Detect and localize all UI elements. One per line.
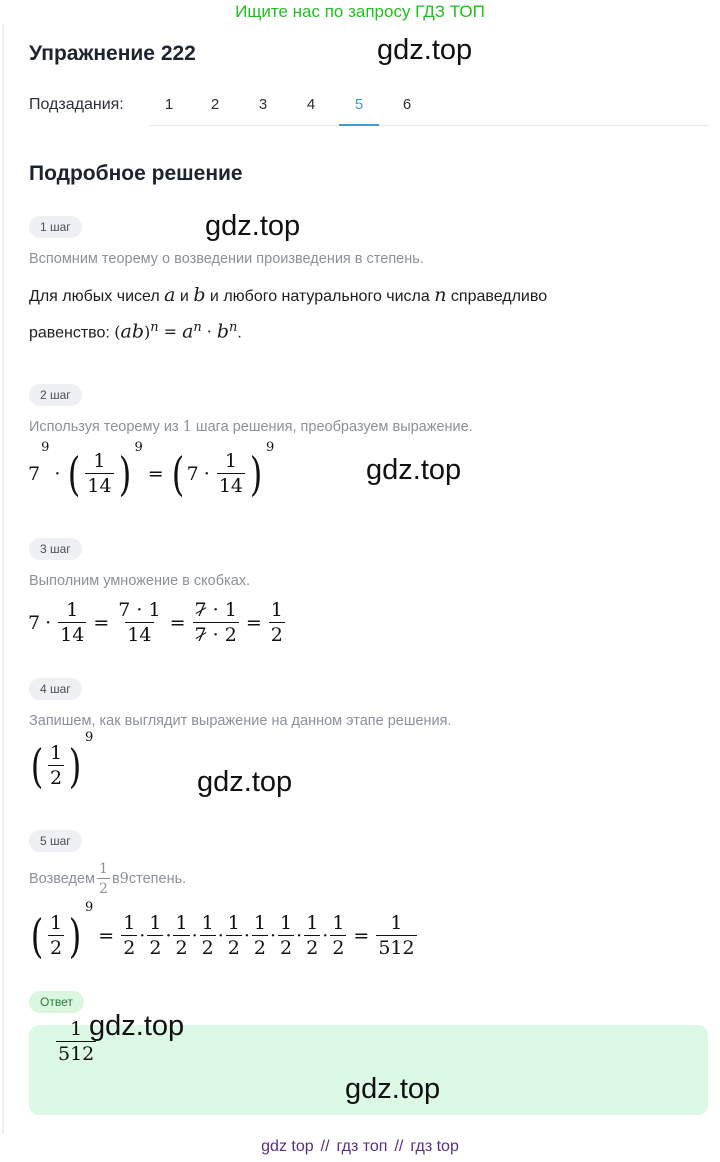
step-1-text-line1 xyxy=(29,284,547,306)
fraction xyxy=(226,914,242,958)
math-paren: ) xyxy=(249,447,263,501)
text: и любого натурального числа xyxy=(205,288,435,305)
denominator: 2 xyxy=(227,937,240,959)
fraction xyxy=(200,914,216,958)
tab-6[interactable]: 6 xyxy=(402,96,412,113)
numerator xyxy=(116,601,162,622)
math-dot: · xyxy=(54,463,61,485)
numerator: 1 xyxy=(332,912,345,934)
numerator: 1 xyxy=(390,912,403,934)
var-n: n xyxy=(434,284,447,306)
footer-link-1[interactable]: gdz top xyxy=(261,1138,314,1155)
text: Для любых чисел xyxy=(29,288,165,305)
math-eq: = xyxy=(169,612,186,634)
denominator: 14 xyxy=(87,475,112,497)
denominator: 14 xyxy=(60,624,85,646)
math-paren: ( xyxy=(114,322,121,342)
watermark: gdz.top xyxy=(197,766,293,798)
denominator: 2 xyxy=(123,937,136,959)
math-eq: = xyxy=(163,322,178,342)
numerator: 1 xyxy=(253,912,266,934)
math-dot: · xyxy=(206,322,212,342)
numerator: 1 xyxy=(175,912,188,934)
math-exp: 9 xyxy=(134,440,143,455)
denominator: 14 xyxy=(218,475,243,497)
math-eq: = xyxy=(93,612,110,634)
text: равенство: xyxy=(29,324,115,342)
fraction xyxy=(304,914,320,958)
math-dot: · xyxy=(322,925,329,947)
fraction xyxy=(217,452,245,496)
math-paren: ( xyxy=(68,447,81,501)
math-dot: · xyxy=(191,925,198,947)
subtask-tabs xyxy=(149,94,709,126)
cancelled-number: 7 xyxy=(194,599,207,621)
step-1-hint: Вспомним теорему о возведении произведения в степень. xyxy=(29,251,424,267)
math-dot: · xyxy=(203,463,210,485)
denominator: 2 xyxy=(253,937,266,959)
denominator: 2 xyxy=(97,878,110,896)
math-num: 1 xyxy=(224,599,237,621)
numerator: 1 xyxy=(70,1018,83,1040)
var-b: b xyxy=(193,284,206,306)
tab-5[interactable]: 5 xyxy=(339,94,379,126)
denominator: 2 xyxy=(270,624,283,646)
step-5-expression xyxy=(28,900,419,968)
math-dot: · xyxy=(136,599,143,621)
watermark: gdz.top xyxy=(377,34,473,66)
math-dot: · xyxy=(243,925,250,947)
math-eq: = xyxy=(98,925,115,947)
math-paren: ) xyxy=(68,909,82,963)
numerator xyxy=(193,601,239,622)
watermark: gdz.top xyxy=(89,1010,185,1042)
step-4-badge: 4 шаг xyxy=(29,678,82,700)
step-2-badge: 2 шаг xyxy=(29,384,82,406)
math-num: 7 xyxy=(28,463,41,485)
math-num: 7 xyxy=(186,463,199,485)
math-num: 2 xyxy=(224,624,237,646)
math-dot: · xyxy=(270,925,277,947)
fraction xyxy=(116,601,162,645)
footer-separator: // xyxy=(394,1138,404,1155)
subtasks-bar xyxy=(29,94,124,126)
math-exp: 9 xyxy=(265,440,275,455)
denominator: 512 xyxy=(58,1043,95,1065)
step-3-expression xyxy=(28,597,287,649)
text: Возведем xyxy=(29,871,96,887)
fraction xyxy=(173,914,189,958)
step-5-hint xyxy=(29,862,186,896)
math-exp: n xyxy=(229,320,238,335)
numerator: 1 xyxy=(66,599,79,621)
watermark: gdz.top xyxy=(205,210,301,242)
math-exp: n xyxy=(193,320,202,335)
numerator: 1 xyxy=(224,450,237,472)
denominator: 2 xyxy=(201,937,214,959)
var-a: a xyxy=(164,284,176,306)
top-banner: Ищите нас по запросу ГДЗ ТОП xyxy=(235,2,485,21)
step-5-badge: 5 шаг xyxy=(29,830,82,852)
math-dot: · xyxy=(212,624,219,646)
denominator: 2 xyxy=(280,937,293,959)
numerator: 1 xyxy=(280,912,293,934)
math-exp: 9 xyxy=(85,730,94,745)
step-2-expression xyxy=(28,440,275,504)
step-1-badge: 1 шаг xyxy=(29,216,82,238)
tab-1[interactable]: 1 xyxy=(164,96,174,113)
numerator: 1 xyxy=(270,599,283,621)
footer-link-3[interactable]: гдз top xyxy=(410,1138,459,1155)
math-a: a xyxy=(182,320,194,343)
math-paren: ( xyxy=(30,909,44,963)
fraction xyxy=(376,914,416,958)
denominator xyxy=(193,622,239,645)
math-ab: ab xyxy=(120,320,145,343)
fraction xyxy=(121,914,137,958)
numerator: 1 xyxy=(201,912,214,934)
math-exp: n xyxy=(150,320,159,335)
numerator: 1 xyxy=(99,861,108,877)
math-dot: · xyxy=(165,925,172,947)
fraction xyxy=(147,914,163,958)
step-4-hint: Запишем, как выглядит выражение на данном этапе решения. xyxy=(29,713,452,729)
math-paren: ( xyxy=(30,739,44,793)
cancelled-number: 7 xyxy=(194,624,207,646)
text: шага решения, преобразуем выражение. xyxy=(191,419,473,435)
text: и xyxy=(175,288,194,305)
math-eq: = xyxy=(353,925,370,947)
answer-badge: Ответ xyxy=(29,991,84,1013)
math-eq: = xyxy=(245,612,262,634)
step-1-text-line2 xyxy=(29,320,242,342)
math-paren: ( xyxy=(171,447,184,501)
subtasks-label: Подзадания: xyxy=(29,96,124,113)
solution-title: Подробное решение xyxy=(29,162,243,185)
math-eq: = xyxy=(147,463,164,485)
math-paren: ) xyxy=(68,739,82,793)
fraction xyxy=(85,452,113,496)
math-b: b xyxy=(216,320,230,343)
fraction xyxy=(58,601,86,645)
denominator: 2 xyxy=(306,937,319,959)
denominator: 2 xyxy=(149,937,162,959)
fraction xyxy=(48,914,64,958)
math-num: 1 xyxy=(148,599,161,621)
math-paren: ) xyxy=(144,322,151,342)
numerator: 1 xyxy=(49,912,63,934)
numerator: 1 xyxy=(149,912,162,934)
tab-4[interactable]: 4 xyxy=(306,96,316,113)
tab-2[interactable]: 2 xyxy=(210,96,220,113)
math-num: 7 xyxy=(118,599,131,621)
text: степень. xyxy=(128,871,187,887)
denominator: 2 xyxy=(49,937,63,959)
text: справедливо xyxy=(446,288,548,305)
denominator: 14 xyxy=(127,624,152,646)
footer-link-2[interactable]: гдз топ xyxy=(336,1138,388,1155)
text: в xyxy=(111,871,120,887)
math-dot: · xyxy=(139,925,146,947)
math-dot: · xyxy=(45,612,52,634)
footer-separator: // xyxy=(320,1138,330,1155)
math-paren: ) xyxy=(118,447,131,501)
fraction xyxy=(48,744,64,788)
math-dot: · xyxy=(296,925,303,947)
math-dot: · xyxy=(217,925,224,947)
fraction xyxy=(330,914,346,958)
text: Используя теорему из xyxy=(29,419,183,435)
numerator: 1 xyxy=(49,742,63,764)
watermark: gdz.top xyxy=(366,454,462,486)
hint-number: 1 xyxy=(182,419,192,435)
numerator: 1 xyxy=(227,912,240,934)
fraction xyxy=(252,914,268,958)
tab-3[interactable]: 3 xyxy=(258,96,268,113)
math-num: 7 xyxy=(28,612,41,634)
step-3-hint: Выполним умножение в скобках. xyxy=(29,573,251,589)
step-3-badge: 3 шаг xyxy=(29,538,82,560)
denominator: 512 xyxy=(378,937,415,959)
numerator: 1 xyxy=(93,450,106,472)
denominator: 2 xyxy=(332,937,345,959)
math-exp: 9 xyxy=(85,900,94,915)
footer-links xyxy=(0,1138,720,1156)
text: . xyxy=(237,324,242,342)
fraction xyxy=(278,914,294,958)
math-exp: 9 xyxy=(41,440,50,455)
numerator: 1 xyxy=(306,912,319,934)
hint-number: 9 xyxy=(119,871,129,887)
numerator: 1 xyxy=(123,912,136,934)
step-4-expression xyxy=(28,730,94,798)
fraction xyxy=(269,601,285,645)
watermark: gdz.top xyxy=(345,1073,441,1105)
step-2-hint xyxy=(29,419,473,435)
math-dot: · xyxy=(212,599,219,621)
fraction xyxy=(97,862,110,896)
denominator: 2 xyxy=(49,767,63,789)
exercise-title: Упражнение 222 xyxy=(29,42,196,65)
denominator: 2 xyxy=(175,937,188,959)
fraction xyxy=(193,601,239,645)
